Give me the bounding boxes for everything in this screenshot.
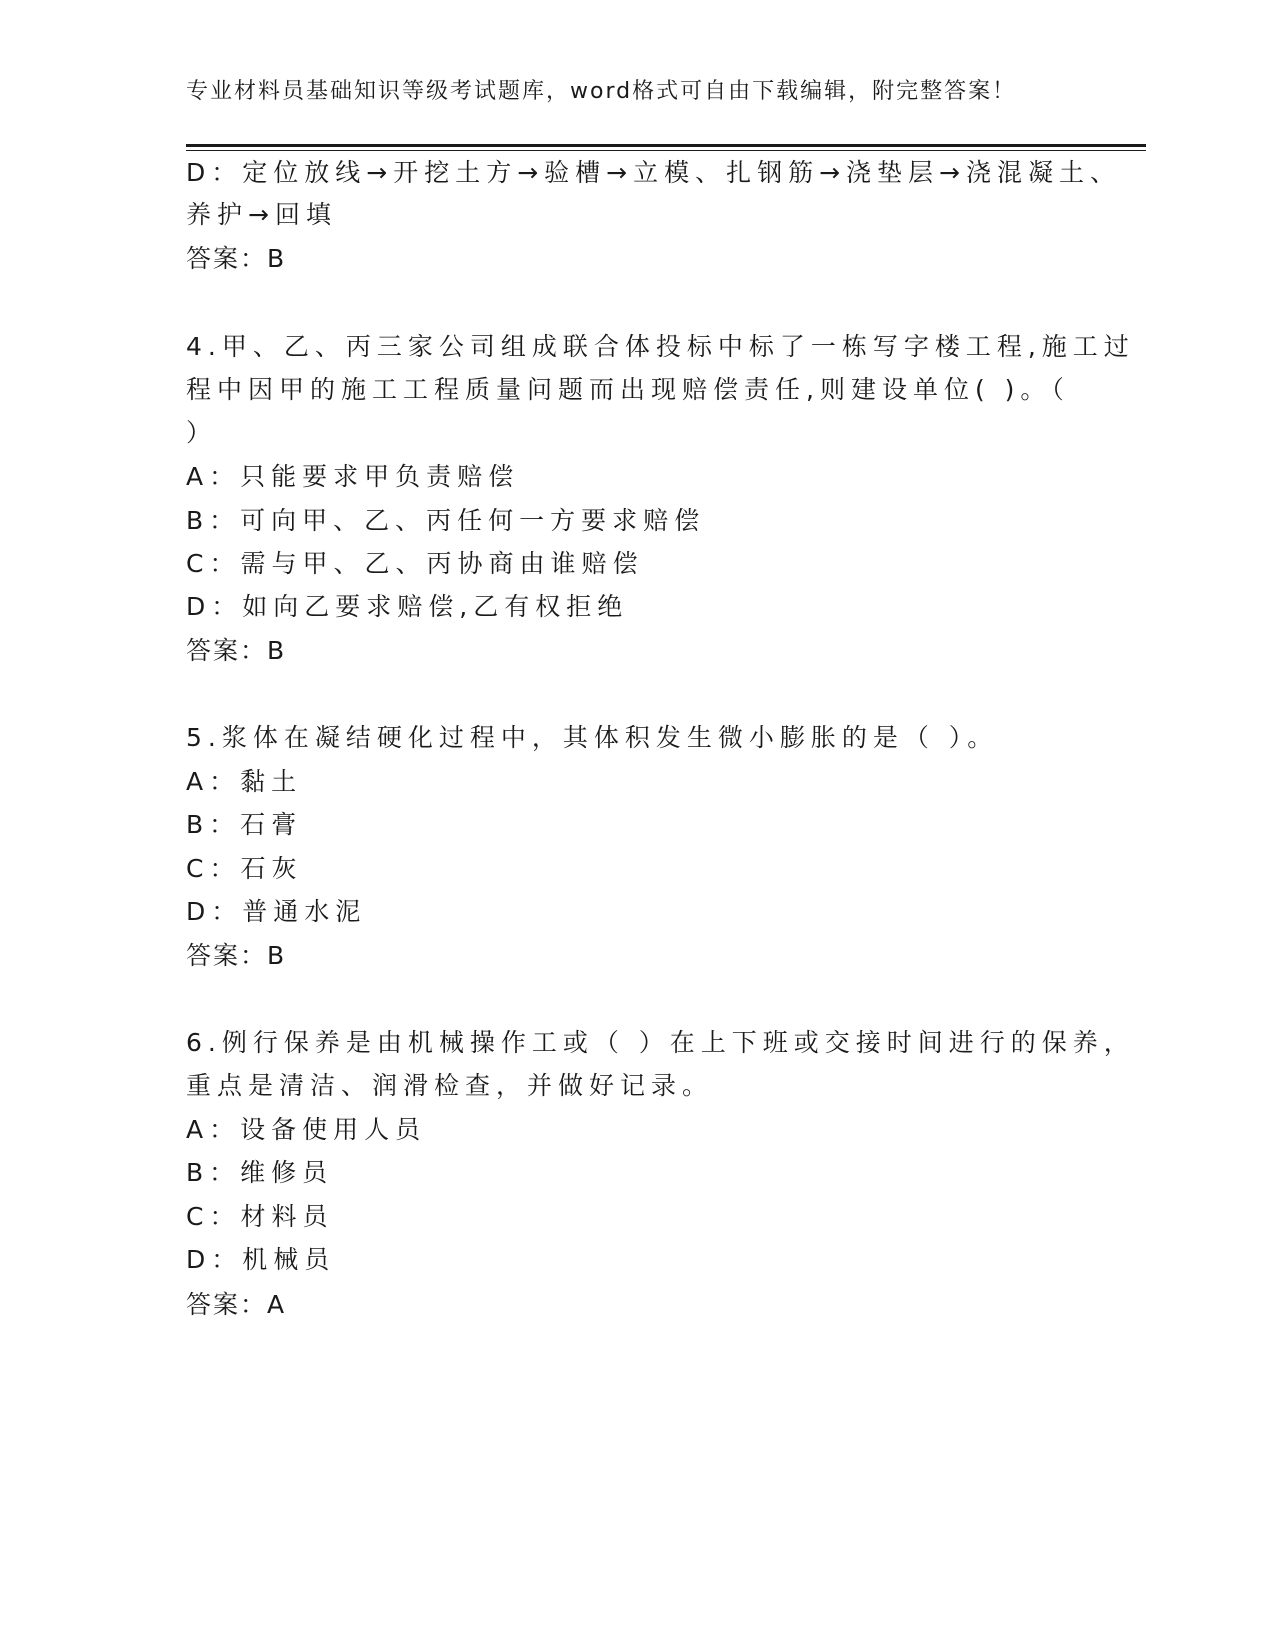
q6-stem-line1: 6.例行保养是由机械操作工或（ ）在上下班或交接时间进行的保养， (186, 1028, 1135, 1057)
q3-answer: 答案：B (186, 244, 287, 273)
q4-answer: 答案：B (186, 636, 287, 665)
q6-option-a: A：设备使用人员 (186, 1115, 427, 1144)
q5-option-a: A：黏土 (186, 767, 303, 796)
q6-option-c: C：材料员 (186, 1202, 334, 1231)
q4-stem-line1: 4.甲、乙、丙三家公司组成联合体投标中标了一栋写字楼工程,施工过 (186, 332, 1135, 361)
q6-stem-line2: 重点是清洁、润滑检查，并做好记录。 (186, 1071, 714, 1100)
header-rule-thick (186, 144, 1146, 147)
q3-option-d-line1: D：定位放线→开挖土方→验槽→立模、扎钢筋→浇垫层→浇混凝土、 (186, 158, 1121, 187)
q4-option-a: A：只能要求甲负责赔偿 (186, 462, 520, 491)
header-rule-thin (186, 150, 1146, 151)
q4-option-c: C：需与甲、乙、丙协商由谁赔偿 (186, 549, 644, 578)
q6-option-d: D：机械员 (186, 1245, 336, 1274)
q4-option-b: B：可向甲、乙、丙任何一方要求赔偿 (186, 506, 706, 535)
q5-stem-line1: 5.浆体在凝结硬化过程中，其体积发生微小膨胀的是（ ）。 (186, 723, 999, 752)
q4-option-d: D：如向乙要求赔偿,乙有权拒绝 (186, 592, 629, 621)
q4-stem-line3: ） (186, 418, 218, 447)
q5-answer: 答案：B (186, 941, 287, 970)
q6-answer: 答案：A (186, 1290, 287, 1319)
q5-option-b: B：石膏 (186, 810, 303, 839)
q3-option-d-line2: 养护→回填 (186, 200, 337, 229)
page-header: 专业材料员基础知识等级考试题库，word格式可自由下载编辑，附完整答案！ (186, 79, 1017, 104)
q5-option-c: C：石灰 (186, 854, 303, 883)
q4-stem-line2: 程中因甲的施工工程质量问题而出现赔偿责任,则建设单位( )。（ (186, 375, 1070, 404)
q6-option-b: B：维修员 (186, 1158, 334, 1187)
q5-option-d: D：普通水泥 (186, 897, 367, 926)
